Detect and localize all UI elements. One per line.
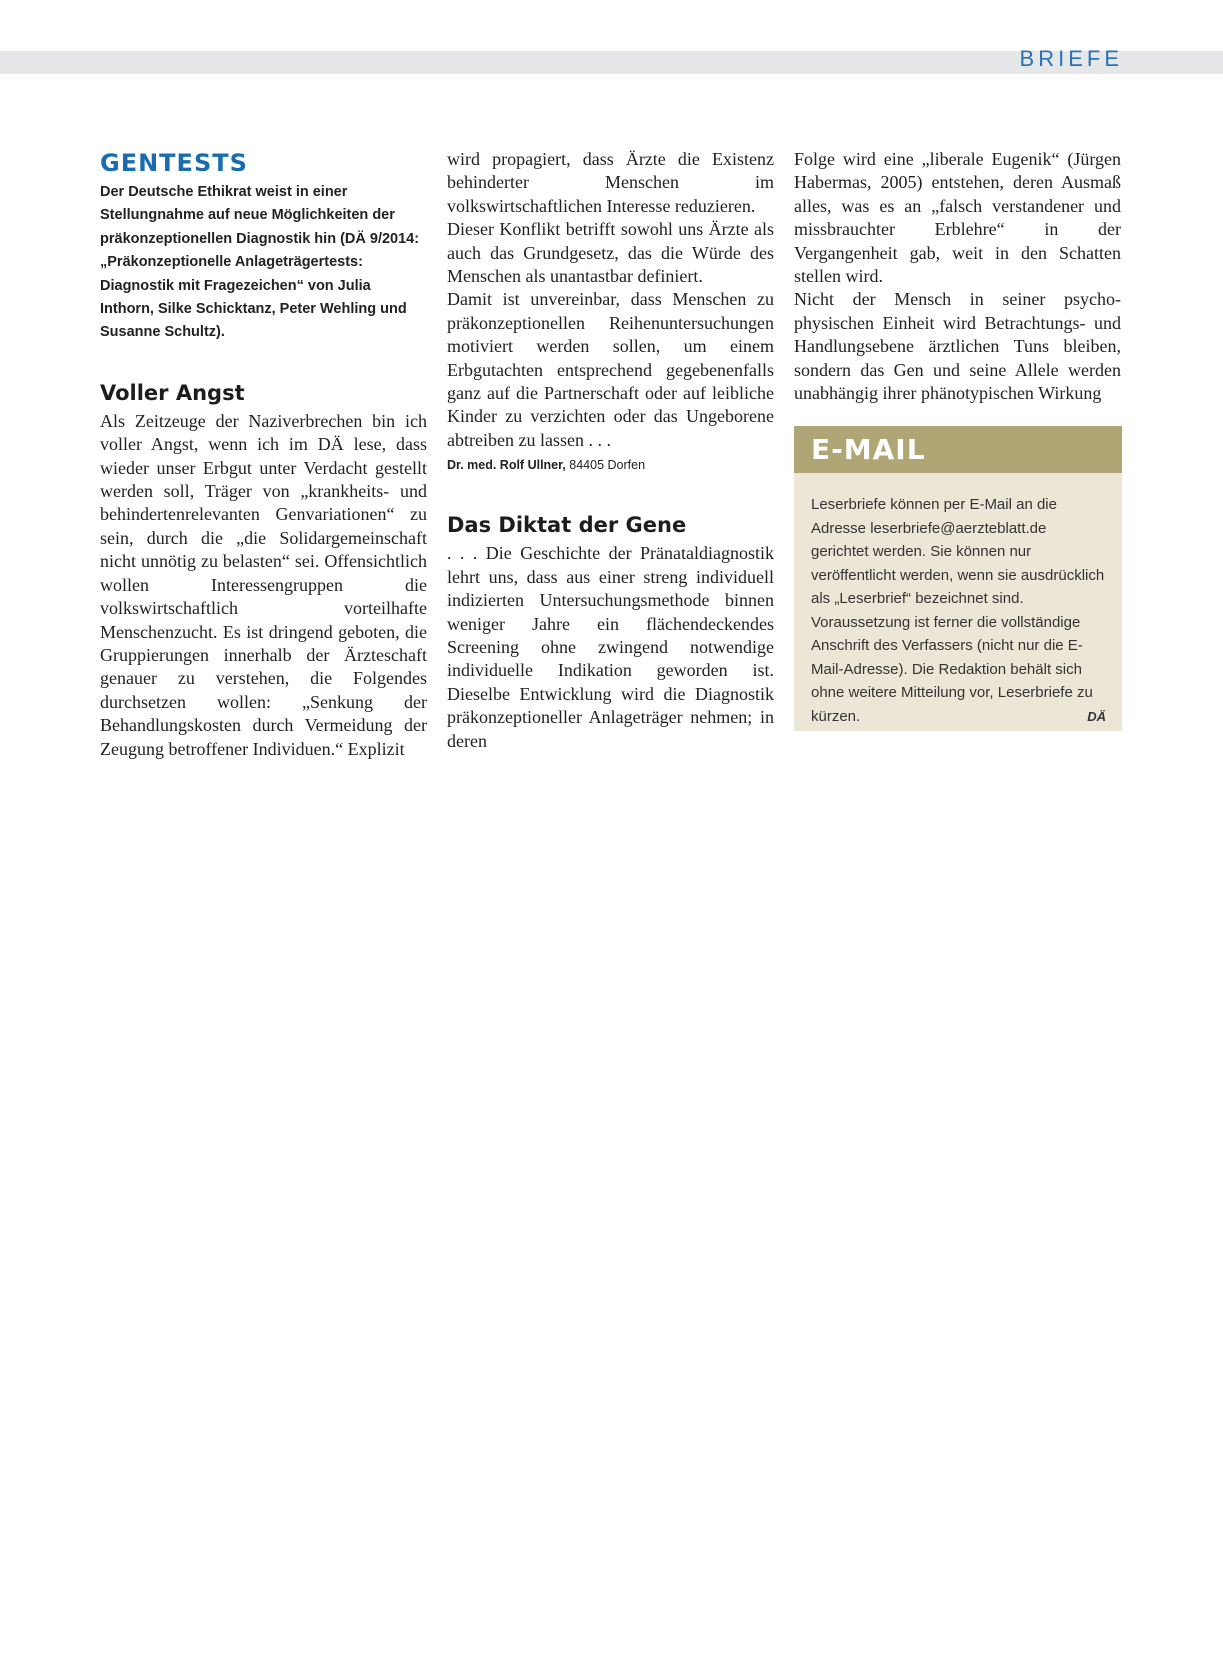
paragraph: Nicht der Mensch in seiner psycho-physischen Einheit wird Betrachtungs- und Handlungsebene ärztlichen Tuns bleiben, sondern das Gen und seine Allele werden unabhängig ihrer phänotypischen Wirkung (794, 289, 1121, 404)
letter-body-continued (447, 148, 774, 452)
email-box-signature: DÄ (1087, 708, 1106, 724)
email-box-title: E-MAIL (794, 426, 1122, 473)
email-info-box (794, 426, 1122, 731)
paragraph: wird propagiert, dass Ärzte die Existenz behinderter Menschen im volkswirtschaftlichen Interesse reduzieren. (447, 149, 774, 216)
paragraph: Folge wird eine „liberale Eugenik“ (Jürgen Habermas, 2005) entstehen, deren Ausmaß alles, was es an „falsch verstandener und missbrauchter Erblehre“ in der Vergangenheit gab, weit in den Schatten stellen wird. (794, 149, 1121, 287)
letter-signature (447, 455, 774, 475)
letter-body-diktat-continued (794, 148, 1121, 405)
column-2 (447, 148, 774, 753)
letter-headline-voller-angst: Voller Angst (100, 380, 245, 405)
letter-body-diktat: . . . Die Geschichte der Pränataldiagnostik lehrt uns, dass aus einer streng individuell indizierten Untersuchungsmethode binnen weniger Jahre ein flächendeckendes Screening ohne zwingend notwendige individuelle Indikation geworden ist. Dieselbe Entwicklung wird die Diagnostik präkonzeptioneller Anlageträger nehmen; in deren (447, 543, 774, 751)
paragraph: Damit ist unvereinbar, dass Menschen zu präkonzeptionellen Reihenuntersuchungen motiviert werden sollen, um einem Erbgutachten entsprechend gegebenenfalls ganz auf die Partnerschaft oder auf leibliche Kinder zu verzichten oder das Ungeborene abtreiben zu lassen . . . (447, 289, 774, 450)
paragraph: Dieser Konflikt betrifft sowohl uns Ärzte als auch das Grundgesetz, das die Würde des Menschen als unantastbar definiert. (447, 219, 774, 287)
topic-title: GENTESTS (100, 149, 248, 177)
signature-place: 84405 Dorfen (569, 458, 646, 473)
letter-headline-diktat: Das Diktat der Gene (447, 513, 687, 538)
letter-body-voller-angst: Als Zeitzeuge der Naziverbrechen bin ich voller Angst, wenn ich im DÄ lese, dass wieder unser Erbgut unter Verdacht gestellt werden soll, Träger von „krankheits- und behindertenrelevanten Genvariationen“ zu sein, durch die „die Solidargemeinschaft nicht unnötig zu belasten“ sei. Offensichtlich wollen Interessengruppen die volkswirtschaftlich vorteilhafte Menschenzucht. Es ist dringend geboten, die Gruppierungen innerhalb der Ärzteschaft genauer zu verstehen, die Folgendes durchsetzen wollen: „Senkung der Behandlungskosten durch Vermeidung der Zeugung betroffener Individuen.“ Explizit (100, 410, 427, 759)
email-box-text-container (794, 473, 1122, 728)
signature-name: Dr. med. Rolf Ullner, (447, 458, 566, 473)
column-3 (794, 148, 1121, 405)
intro-text: Der Deutsche Ethikrat weist in einer Stellungnahme auf neue Möglichkeiten der präkonzeptionellen Diagnostik hin (DÄ 9/2014: „Präkonzeptionelle Anlageträgertests: Diagnostik mit Fragezeichen“ von Julia Inthorn, Silke Schicktanz, Peter Wehling und Susanne Schultz). (100, 184, 420, 341)
email-box-text: Leserbriefe können per E-Mail an die Adresse leserbriefe@aerzteblatt.de gerichtet werden. Sie können nur veröffentlicht werden, wenn sie ausdrücklich als „Leserbrief“ bezeichnet sind. Voraussetzung ist ferner die vollständige Anschrift des Verfassers (nicht nur die E-Mail-Adresse). Die Redaktion behält sich ohne weitere Mitteilung vor, Leserbriefe zu kürzen. (811, 496, 1105, 725)
column-1 (100, 148, 427, 761)
section-label: BRIEFE (1019, 46, 1123, 71)
